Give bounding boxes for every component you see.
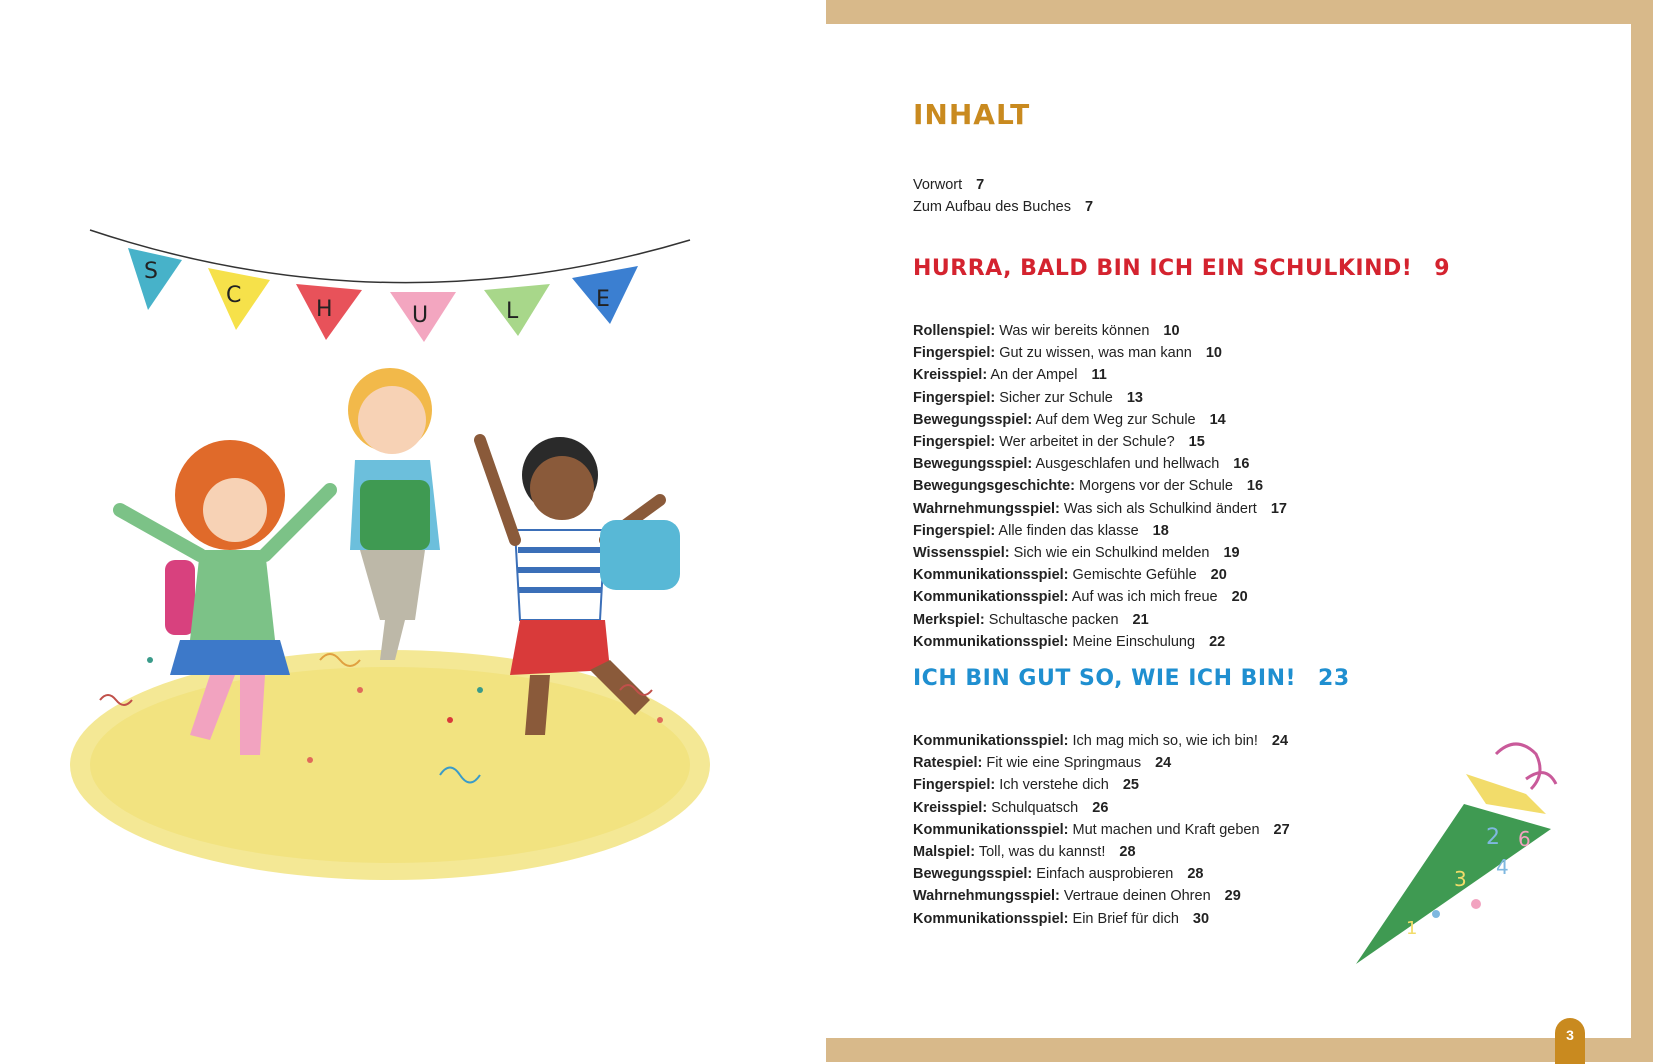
toc-entry[interactable] (913, 475, 1287, 497)
toc-entry[interactable] (913, 498, 1287, 520)
bunting-flag-e (572, 266, 638, 324)
bunting-flag-c (208, 268, 270, 330)
toc-entry[interactable] (913, 631, 1287, 653)
entry-title: Sicher zur Schule (999, 389, 1113, 406)
entry-category: Fingerspiel: (913, 522, 996, 539)
toc-entry[interactable] (913, 586, 1287, 608)
chapter-page: 9 (1434, 256, 1451, 281)
toc-entry[interactable] (913, 196, 1093, 218)
entry-title: Einfach ausprobieren (1036, 866, 1174, 883)
entry-title: Wer arbeitet in der Schule? (999, 434, 1175, 451)
toc-entry[interactable] (913, 797, 1290, 819)
entry-category: Kommunikationsspiel: (913, 910, 1069, 927)
entry-category: Bewegungsspiel: (913, 411, 1033, 428)
entry-category: Fingerspiel: (913, 777, 996, 794)
entry-title: Ich verstehe dich (999, 777, 1109, 794)
entry-category: Kreisspiel: (913, 367, 988, 384)
entry-title: Was sich als Schulkind ändert (1063, 500, 1257, 517)
entry-title: Auf was ich mich freue (1071, 589, 1218, 606)
entry-category: Rollenspiel: (913, 323, 996, 339)
entry-category: Kommunikationsspiel: (913, 633, 1069, 650)
entry-title: An der Ampel (990, 367, 1078, 384)
blue-bag (600, 520, 680, 590)
entry-category: Kommunikationsspiel: (913, 733, 1069, 749)
entry-page: 7 (1085, 199, 1094, 216)
cone-number: 4 (1496, 855, 1509, 879)
chapter-page: 23 (1318, 666, 1350, 691)
entry-category: Merkspiel: (913, 611, 985, 628)
entry-page: 7 (976, 177, 985, 193)
chapter-1-entries (913, 320, 1287, 653)
bunting-flag-u (390, 292, 456, 342)
entry-title: Schultasche packen (988, 611, 1119, 628)
entry-title: Gut zu wissen, was man kann (999, 345, 1192, 362)
toc-entry[interactable] (913, 752, 1290, 774)
entry-page: 20 (1210, 567, 1227, 584)
blond-boy-figure (348, 368, 440, 660)
toc-entry[interactable] (913, 342, 1287, 364)
entry-page: 16 (1246, 478, 1264, 495)
entry-title: Ich mag mich so, wie ich bin! (1072, 733, 1258, 749)
entry-page: 30 (1192, 910, 1210, 927)
toc-entry[interactable] (913, 863, 1290, 885)
toc-entry[interactable] (913, 453, 1287, 475)
toc-entry[interactable] (913, 542, 1287, 564)
entry-page: 18 (1152, 522, 1169, 539)
toc-entry[interactable] (913, 609, 1287, 631)
entry-page: 25 (1122, 777, 1139, 794)
entry-page: 16 (1233, 456, 1250, 473)
entry-category: Malspiel: (913, 844, 976, 861)
entry-title: Fit wie eine Springmaus (986, 755, 1142, 772)
cone-number: 6 (1518, 827, 1531, 851)
entry-page: 10 (1163, 323, 1180, 339)
toc-entry[interactable] (913, 730, 1290, 752)
entry-title: Vertraue deinen Ohren (1063, 888, 1211, 905)
entry-page: 22 (1209, 633, 1226, 650)
entry-category: Bewegungsspiel: (913, 456, 1033, 473)
entry-page: 24 (1271, 733, 1289, 749)
children-illustration (60, 220, 760, 920)
entry-page: 17 (1270, 500, 1287, 517)
bunting-letter: H (316, 297, 333, 322)
entry-category: Wahrnehmungsspiel: (913, 888, 1060, 905)
entry-title: Vorwort (913, 177, 963, 193)
entry-title: Zum Aufbau des Buches (913, 199, 1071, 216)
entry-page: 19 (1223, 545, 1240, 562)
entry-page: 29 (1224, 888, 1241, 905)
entry-page: 13 (1126, 389, 1143, 406)
entry-page: 21 (1132, 611, 1149, 628)
entry-title: Was wir bereits können (999, 323, 1150, 339)
left-page (0, 0, 826, 1062)
toc-entry[interactable] (913, 564, 1287, 586)
cone-number: 3 (1454, 867, 1467, 891)
bunting-letter: E (596, 287, 610, 312)
toc-entry[interactable] (913, 409, 1287, 431)
chapter-heading-2[interactable] (913, 666, 1350, 691)
entry-category: Kommunikationsspiel: (913, 821, 1069, 838)
entry-category: Kommunikationsspiel: (913, 567, 1069, 584)
entry-category: Bewegungsgeschichte: (913, 478, 1075, 495)
cone-number: 1 (1406, 918, 1418, 939)
chapter-heading-1[interactable] (913, 256, 1450, 281)
page-content (826, 24, 1631, 1043)
entry-title: Alle finden das klasse (998, 522, 1139, 539)
entry-category: Kreisspiel: (913, 799, 988, 816)
entry-category: Kommunikationsspiel: (913, 589, 1069, 606)
page-number: 3 (1555, 1018, 1585, 1064)
entry-page: 14 (1209, 411, 1226, 428)
toc-heading: INHALT (913, 98, 1031, 131)
entry-page: 10 (1205, 345, 1222, 362)
bunting-letter: L (506, 299, 519, 324)
entry-page: 24 (1155, 755, 1172, 772)
entry-title: Ein Brief für dich (1072, 910, 1179, 927)
chapter-title: ICH BIN GUT SO, WIE ICH BIN! (913, 666, 1297, 691)
entry-page: 28 (1119, 844, 1136, 861)
bunting-flags (128, 248, 638, 342)
entry-category: Fingerspiel: (913, 434, 996, 451)
bunting-letter: S (144, 259, 158, 284)
toc-entry[interactable] (913, 908, 1290, 930)
entry-page: 27 (1273, 821, 1290, 838)
entry-category: Wahrnehmungsspiel: (913, 500, 1060, 517)
toc-entry[interactable] (913, 774, 1290, 796)
bunting-flag-s (128, 248, 182, 310)
entry-category: Fingerspiel: (913, 389, 996, 406)
chapter-title: HURRA, BALD BIN ICH EIN SCHULKIND! (913, 256, 1413, 281)
bunting-flag-h (296, 284, 362, 340)
toc-entry[interactable] (913, 520, 1287, 542)
toc-entry[interactable] (913, 387, 1287, 409)
bunting-letter: C (226, 283, 242, 308)
entry-title: Ausgeschlafen und hellwach (1035, 456, 1220, 473)
chapter-2-entries (913, 730, 1290, 930)
intro-list (913, 174, 1093, 218)
entry-page: 28 (1187, 866, 1204, 883)
toc-entry[interactable] (913, 364, 1287, 386)
bunting-flag-l (484, 284, 550, 336)
cone-number: 2 (1486, 825, 1500, 850)
entry-category: Ratespiel: (913, 755, 983, 772)
entry-page: 11 (1091, 367, 1107, 384)
entry-title: Schulquatsch (991, 799, 1079, 816)
entry-title: Toll, was du kannst! (978, 844, 1106, 861)
entry-title: Gemischte Gefühle (1072, 567, 1197, 584)
bunting-letter: U (412, 303, 429, 328)
right-page (826, 0, 1653, 1062)
toc-entry[interactable] (913, 819, 1290, 841)
toc-entry[interactable] (913, 431, 1287, 453)
entry-page: 26 (1092, 799, 1109, 816)
toc-entry[interactable] (913, 174, 1093, 196)
entry-page: 15 (1188, 434, 1205, 451)
toc-entry[interactable] (913, 320, 1287, 342)
entry-category: Wissensspiel: (913, 545, 1010, 562)
entry-title: Auf dem Weg zur Schule (1035, 411, 1196, 428)
toc-entry[interactable] (913, 841, 1290, 863)
toc-entry[interactable] (913, 885, 1290, 907)
entry-title: Morgens vor der Schule (1078, 478, 1233, 495)
entry-page: 20 (1231, 589, 1248, 606)
entry-category: Fingerspiel: (913, 345, 996, 362)
entry-title: Meine Einschulung (1072, 633, 1196, 650)
school-cone-icon (1346, 734, 1566, 964)
entry-title: Sich wie ein Schulkind melden (1013, 545, 1210, 562)
entry-title: Mut machen und Kraft geben (1072, 821, 1260, 838)
entry-category: Bewegungsspiel: (913, 866, 1033, 883)
